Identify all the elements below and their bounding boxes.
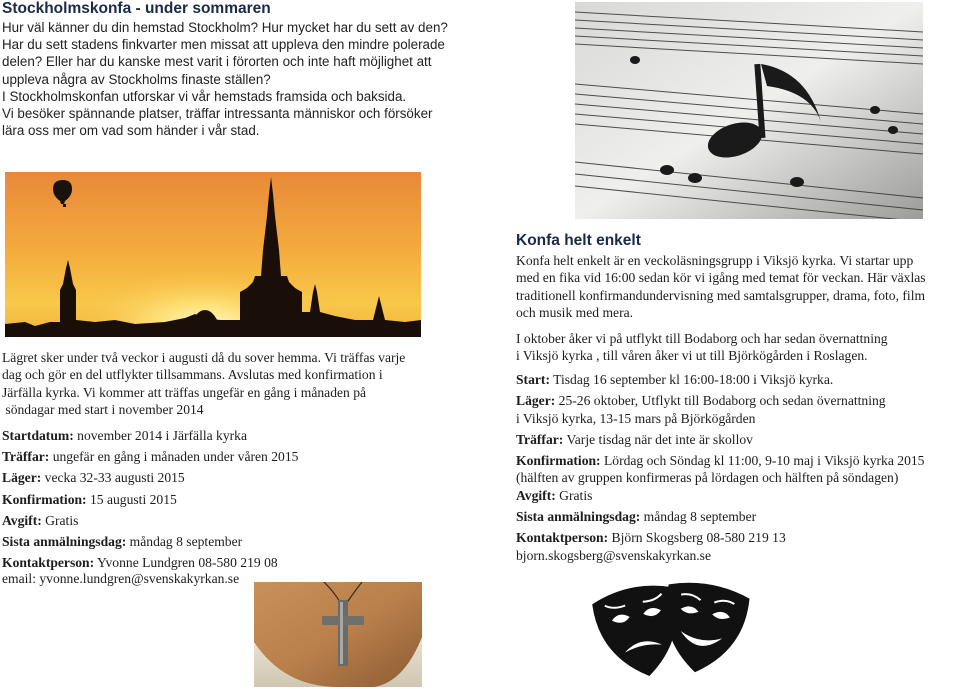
- detail-value: Varje tisdag när det inte är skollov: [563, 431, 753, 447]
- detail-traffar: [2, 446, 452, 467]
- detail-value: måndag 8 september: [640, 509, 757, 525]
- cross-necklace-image: [254, 582, 422, 687]
- contact-email: bjorn.skogsberg@svenskakyrkan.se: [516, 547, 711, 563]
- detail-traffar: [516, 431, 960, 448]
- left-intro-line: I Stockholmskonfan utforskar vi vår hemstads framsida och baksida.: [2, 88, 407, 104]
- detail-value: Björn Skogsberg 08-580 219 13: [608, 530, 786, 546]
- detail-konfirmation-cont: (hälften av gruppen konfirmeras på lördagen och hälften på söndagen): [516, 470, 899, 486]
- detail-label: Konfirmation:: [516, 453, 601, 469]
- left-intro-line: Hur väl känner du din hemstad Stockholm? Hur mycket har du sett av den?: [2, 20, 448, 35]
- detail-kontaktperson: [516, 529, 960, 546]
- detail-label: Sista anmälningsdag:: [2, 534, 127, 550]
- left-intro-line: delen? Eller har du kanske mest varit i förorten och inte haft möjlighet att: [2, 54, 432, 70]
- detail-label: Träffar:: [2, 449, 50, 465]
- detail-value: 25-26 oktober, Utflykt till Bodaborg och sedan övernattning: [555, 393, 886, 409]
- detail-lager: [2, 467, 452, 488]
- detail-value: 15 augusti 2015: [86, 491, 177, 507]
- left-description-line: söndagar med start i november 2014: [2, 401, 204, 417]
- detail-lager-cont: i Viksjö kyrka, 13-15 mars på Björkögården: [516, 410, 756, 426]
- detail-value: Gratis: [41, 512, 79, 528]
- detail-value: ungefär en gång i månaden under våren 2015: [49, 449, 299, 465]
- detail-value: Gratis: [555, 487, 593, 503]
- left-intro-line: uppleva några av Stockholms finaste ställen?: [2, 71, 271, 87]
- right-schedule-line: i Viksjö kyrka , till våren åker vi ut till Björkögården i Roslagen.: [516, 348, 868, 364]
- detail-label: Träffar:: [516, 431, 564, 447]
- detail-value: november 2014 i Järfälla kyrka: [73, 428, 248, 443]
- left-description-line: dag och gör en del utflykter tillsammans. Avslutas med konfirmation i: [2, 367, 383, 383]
- detail-avgift: [516, 487, 960, 504]
- right-intro: [516, 252, 960, 321]
- detail-label: Läger:: [516, 393, 556, 409]
- detail-value: Lördag och Söndag kl 11:00, 9-10 maj i Viksjö kyrka 2015: [600, 453, 925, 469]
- right-intro-line: Konfa helt enkelt är en veckoläsningsgrupp i Viksjö kyrka. Vi startar upp: [516, 253, 914, 268]
- detail-value: vecka 32-33 augusti 2015: [41, 470, 185, 486]
- left-title: Stockholmskonfa - under sommaren: [2, 0, 271, 17]
- right-schedule-line: I oktober åker vi på utflykt till Bodaborg och har sedan övernattning: [516, 331, 888, 346]
- right-intro-line: traditionell konfirmandundervisning med samtalsgrupper, drama, foto, film: [516, 287, 926, 303]
- detail-value: måndag 8 september: [126, 534, 243, 550]
- left-intro-line: Vi besöker spännande platser, träffar intressanta människor och försöker: [2, 106, 433, 122]
- theatre-masks-image: [585, 577, 755, 687]
- right-intro-line: med en fika vid 16:00 sedan kör vi igång med temat för veckan. Här växlas: [516, 270, 926, 286]
- right-title: Konfa helt enkelt: [516, 232, 641, 249]
- left-details: [2, 425, 452, 573]
- detail-label: Kontaktperson:: [516, 530, 609, 546]
- detail-sista-anmalningsdag: [2, 531, 452, 552]
- detail-label: Läger:: [2, 470, 42, 486]
- left-description: [2, 349, 452, 418]
- detail-label: Kontaktperson:: [2, 555, 95, 571]
- left-intro-line: Har du sett stadens finkvarter men missat att uppleva den mindre polerade: [2, 37, 445, 53]
- contact-email: email: yvonne.lundgren@svenskakyrkan.se: [2, 571, 240, 586]
- detail-konfirmation: [2, 489, 452, 510]
- stockholm-skyline-image: [5, 172, 421, 337]
- right-details: [516, 371, 960, 564]
- sheet-music-image: [575, 2, 923, 219]
- left-intro-line: lära oss mer om vad som händer i vår stad.: [2, 123, 260, 139]
- left-description-line: Järfälla kyrka. Vi kommer att träffas ungefär en gång i månaden på: [2, 384, 367, 400]
- left-description-line: Lägret sker under två veckor i augusti då du sover hemma. Vi träffas varje: [2, 350, 406, 365]
- detail-label: Start:: [516, 372, 550, 387]
- detail-avgift: [2, 510, 452, 531]
- detail-lager: [516, 392, 960, 409]
- detail-label: Avgift:: [516, 487, 556, 503]
- right-intro-line: och musik med mera.: [516, 304, 634, 320]
- detail-label: Startdatum:: [2, 428, 74, 443]
- detail-startdatum: [2, 425, 452, 446]
- detail-label: Konfirmation:: [2, 491, 87, 507]
- right-schedule: [516, 330, 960, 365]
- detail-value: Tisdag 16 september kl 16:00-18:00 i Viksjö kyrka.: [549, 372, 834, 387]
- detail-sista-anmalningsdag: [516, 508, 960, 525]
- detail-label: Avgift:: [2, 512, 42, 528]
- left-intro: [2, 19, 452, 139]
- detail-value: Yvonne Lundgren 08-580 219 08: [94, 555, 278, 571]
- detail-label: Sista anmälningsdag:: [516, 509, 641, 525]
- detail-konfirmation: [516, 452, 960, 469]
- detail-start: [516, 371, 960, 388]
